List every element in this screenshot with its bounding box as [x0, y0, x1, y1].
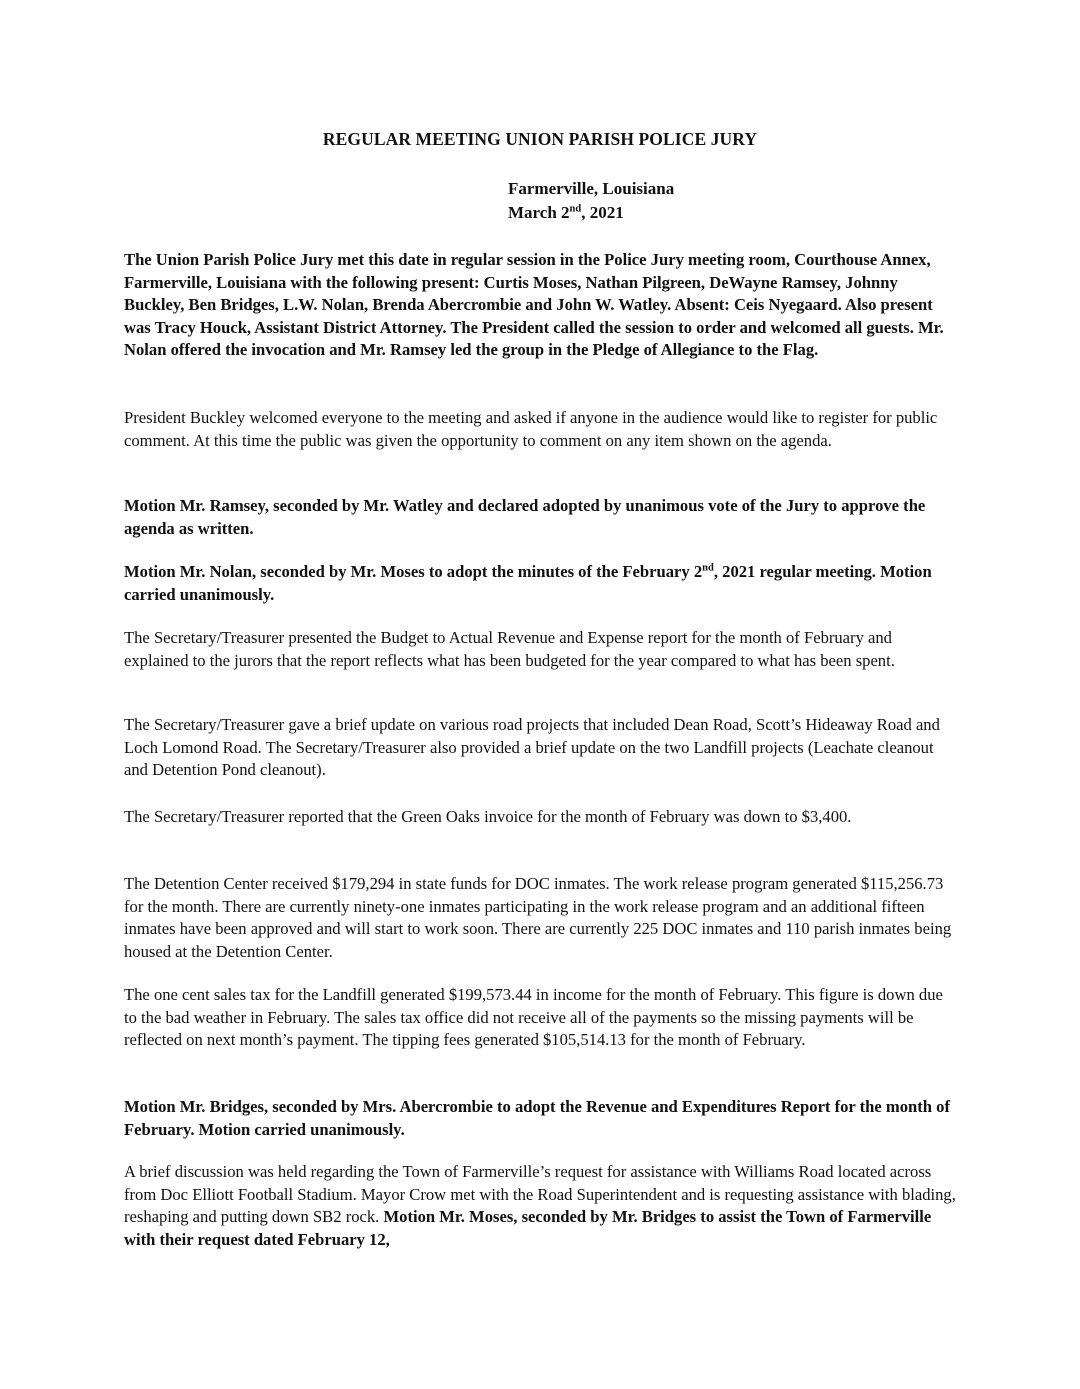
- paragraph-williams-road: A brief discussion was held regarding the Town of Farmerville’s request for assistance with Williams Road located across from Doc Elliott Football Stadium. Mayor Crow met with the Road Superintendent and is requesting assistance with blading, reshaping and putting down SB2 rock. Motion Mr. Moses, seconded by Mr. Bridges to assist the Town of Farmerville with their request dated February 12,: [124, 1162, 956, 1249]
- paragraph-public-comment: President Buckley welcomed everyone to the meeting and asked if anyone in the audience would like to register for public comment. At this time the public was given the opportunity to comment on any item shown on the agenda.: [124, 408, 938, 450]
- paragraph-motion-revenue: Motion Mr. Bridges, seconded by Mrs. Abercrombie to adopt the Revenue and Expenditures Report for the month of February. Motion carried unanimously.: [124, 1097, 950, 1139]
- paragraph-attendance: The Union Parish Police Jury met this date in regular session in the Police Jury meeting room, Courthouse Annex, Farmerville, Louisiana with the following present: Curtis Moses, Nathan Pilgreen, DeWayne Ramsey, Johnny Buckley, Ben Bridges, L.W. Nolan, Brenda Abercrombie and John W. Watley. Absent: Ceis Nyegaard. Also present was Tracy Houck, Assistant District Attorney. The President called the session to order and welcomed all guests. Mr. Nolan offered the invocation and Mr. Ramsey led the group in the Pledge of Allegiance to the Flag.: [124, 250, 944, 360]
- paragraph-motion-agenda: Motion Mr. Ramsey, seconded by Mr. Watley and declared adopted by unanimous vote of the Jury to approve the agenda as written.: [124, 496, 926, 538]
- paragraph-green-oaks: The Secretary/Treasurer reported that the Green Oaks invoice for the month of February was down to $3,400.: [124, 807, 852, 826]
- paragraph-motion-minutes: Motion Mr. Nolan, seconded by Mr. Moses to adopt the minutes of the February 2nd, 2021 regular meeting. Motion carried unanimously.: [124, 562, 932, 604]
- paragraph-budget-report: The Secretary/Treasurer presented the Budget to Actual Revenue and Expense report for the month of February and explained to the jurors that the report reflects what has been budgeted for the year compared to what has been spent.: [124, 628, 895, 670]
- meeting-date: March 2nd, 2021: [508, 203, 624, 222]
- meeting-location: Farmerville, Louisiana: [508, 179, 675, 198]
- paragraph-road-projects: The Secretary/Treasurer gave a brief update on various road projects that included Dean Road, Scott’s Hideaway Road and Loch Lomond Road. The Secretary/Treasurer also provided a brief update on the two Landfill projects (Leachate cleanout and Detention Pond cleanout).: [124, 715, 940, 780]
- paragraph-sales-tax: The one cent sales tax for the Landfill generated $199,573.44 in income for the month of February. This figure is down due to the bad weather in February. The sales tax office did not receive all of the payments so the missing payments will be reflected on next month’s payment. The tipping fees generated $105,514.13 for the month of February.: [124, 985, 943, 1050]
- document-title: REGULAR MEETING UNION PARISH POLICE JURY: [322, 129, 758, 149]
- paragraph-detention-center: The Detention Center received $179,294 in state funds for DOC inmates. The work release program generated $115,256.73 for the month. There are currently ninety-one inmates participating in the work release program and an additional fifteen inmates have been approved and will start to work soon. There are currently 225 DOC inmates and 110 parish inmates being housed at the Detention Center.: [124, 874, 952, 961]
- meeting-place-date: [508, 177, 674, 225]
